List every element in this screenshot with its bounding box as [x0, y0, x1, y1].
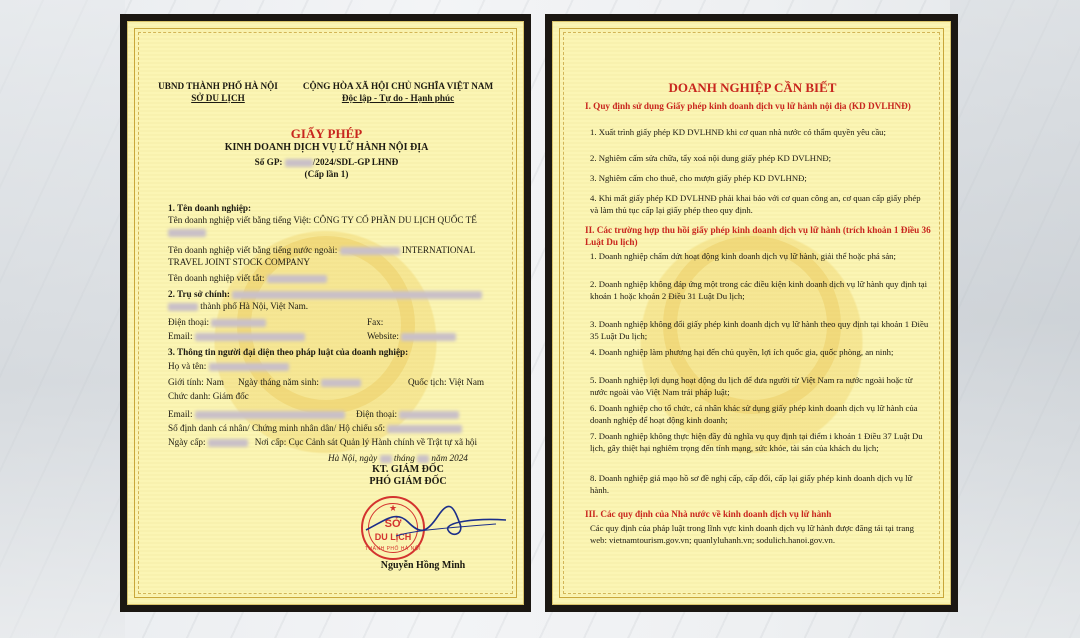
fax-row: Fax: — [367, 317, 384, 327]
redacted-number — [285, 159, 313, 167]
rep-phone-row: Điện thoại: — [356, 408, 459, 420]
redacted-address — [232, 291, 482, 299]
notice-paper — [552, 21, 951, 605]
background-left — [0, 0, 125, 638]
sec2-item-3: 3. Doanh nghiệp không đổi giấy phép kinh doanh dịch vụ lữ hành theo quy định tại khoản 1 Điều 35 Luật Du lịch; — [590, 319, 929, 342]
license-paper — [127, 21, 524, 605]
nation-title: CỘNG HÒA XÃ HỘI CHỦ NGHĨA VIỆT NAM — [302, 81, 494, 91]
org-dept: SỞ DU LỊCH — [191, 93, 245, 103]
sec2-item-1: 1. Doanh nghiệp chấm dứt hoạt động kinh doanh dịch vụ lữ hành, giải thể hoặc phá sản; — [590, 251, 896, 261]
address-row: thành phố Hà Nội, Việt Nam. — [168, 300, 308, 312]
license-front-page — [120, 14, 531, 612]
rep-email-row: Email: — [168, 408, 345, 420]
signature-icon — [356, 500, 516, 550]
position-row: Chức danh: Giám đốc — [168, 391, 249, 401]
section-3-heading: 3. Thông tin người đại diện theo pháp luật của doanh nghiệp: — [168, 347, 409, 357]
redacted-company-name — [168, 229, 206, 237]
fullname-row: Họ và tên: — [168, 360, 289, 372]
sign-title-1: KT. GIÁM ĐỐC — [372, 464, 444, 475]
org-name: UBND THÀNH PHỐ HÀ NỘI — [158, 81, 278, 91]
official-red-stamp: ★ SỞ DU LỊCH THÀNH PHỐ HÀ NỘI — [361, 496, 425, 560]
star-icon: ★ — [388, 503, 398, 513]
sec1-item-4: 4. Khi mất giấy phép KD DVLHNĐ phải khai báo với cơ quan công an, cơ quan cấp giấy phép và làm thủ tục cấp lại giấy phép theo quy định. — [590, 193, 921, 216]
sec2-item-6: 6. Doanh nghiệp cho tổ chức, cá nhân khác sử dụng giấy phép kinh doanh dịch vụ lữ hành của doanh nghiệp để hoạt động kinh doanh; — [590, 403, 918, 426]
sign-title-2: PHÓ GIÁM ĐỐC — [369, 476, 447, 487]
sec2-item-5: 5. Doanh nghiệp lợi dụng hoạt động du lịch để đưa người từ Việt Nam ra nước ngoài hoặc từ nước ngoài vào Việt Nam trái pháp luật; — [590, 375, 913, 398]
sec3-text: Các quy định của pháp luật trong lĩnh vực kinh doanh dịch vụ lữ hành được đăng tải tại trang web: vietnamtourism.gov.vn; quanlyluhanh.vn; sodulich.hanoi.gov.vn. — [590, 523, 914, 546]
nation-motto: Độc lập - Tự do - Hạnh phúc — [341, 93, 455, 103]
sign-date: Hà Nội, ngày tháng năm 2024 — [328, 453, 468, 463]
sec2-item-8: 8. Doanh nghiệp giả mạo hồ sơ đề nghị cấp, cấp đổi, cấp lại giấy phép kinh doanh dịch vụ lữ hành. — [590, 473, 913, 496]
license-subtitle: KINH DOANH DỊCH VỤ LỮ HÀNH NỘI ĐỊA — [224, 142, 429, 153]
foreign-name-row: Tên doanh nghiệp viết bằng tiếng nước ngoài: INTERNATIONAL — [168, 245, 476, 255]
sec1-item-3: 3. Nghiêm cấm cho thuê, cho mượn giấy phép KD DVLHNĐ; — [590, 173, 807, 183]
dob-row: Ngày tháng năm sinh: — [238, 376, 361, 388]
section-2-heading: II. Các trường hợp thu hồi giấy phép kinh doanh dịch vụ lữ hành (trích khoản 1 Điều 36 Luật Du lịch) — [585, 225, 931, 248]
phone-row: Điện thoại: — [168, 316, 266, 328]
sec1-item-1: 1. Xuất trình giấy phép KD DVLHNĐ khi cơ quan nhà nước có thẩm quyền yêu cầu; — [590, 127, 886, 137]
issue-date-row: Ngày cấp: Nơi cấp: Cục Cảnh sát Quản lý Hành chính về Trật tự xã hội — [168, 437, 478, 447]
gender-row: Giới tính: Nam — [168, 377, 224, 387]
license-back-page — [545, 14, 958, 612]
email-row: Email: — [168, 330, 305, 342]
sec2-item-7: 7. Doanh nghiệp không thực hiện đầy đủ nghĩa vụ quy định tại điểm i khoản 1 Điều 37 Luật Du lịch, gây thiệt hại nghiêm trọng đến tính mạng, sức khỏe, tài sản của khách du lịch; — [590, 431, 923, 454]
sec2-item-4: 4. Doanh nghiệp làm phương hại đến chủ quyền, lợi ích quốc gia, quốc phòng, an ninh; — [590, 347, 894, 357]
short-name-row: Tên doanh nghiệp viết tắt: — [168, 272, 327, 284]
section-1-heading: I. Quy định sử dụng Giấy phép kinh doanh dịch vụ lữ hành nội địa (KD DVLHNĐ) — [585, 101, 911, 111]
license-title: GIẤY PHÉP — [290, 126, 363, 141]
section-3-heading: III. Các quy định của Nhà nước về kinh doanh dịch vụ lữ hành — [585, 509, 832, 519]
section-1-heading: 1. Tên doanh nghiệp: — [168, 203, 252, 213]
foreign-name-row-2: TRAVEL JOINT STOCK COMPANY — [168, 257, 311, 267]
notice-title: DOANH NGHIỆP CẦN BIẾT — [668, 80, 837, 95]
license-number: Số GP: /2024/SDL-GP LHNĐ — [254, 157, 399, 167]
id-row: Số định danh cá nhân/ Chứng minh nhân dân/ Hộ chiếu số: — [168, 422, 462, 434]
sec2-item-2: 2. Doanh nghiệp không đáp ứng một trong các điều kiện kinh doanh dịch vụ lữ hành quy định tại khoản 1 hoặc khoản 2 Điều 31 Luật Du lịch; — [590, 279, 928, 302]
vn-name-row: Tên doanh nghiệp viết bằng tiếng Việt: CÔNG TY CỔ PHẦN DU LỊCH QUỐC TẾ — [168, 215, 477, 225]
website-row: Website: — [367, 330, 456, 342]
sec1-item-2: 2. Nghiêm cấm sửa chữa, tẩy xoá nội dung giấy phép KD DVLHNĐ; — [590, 153, 832, 163]
issue-count: (Cấp lần 1) — [304, 169, 349, 179]
signer-name: Nguyễn Hồng Minh — [380, 560, 466, 571]
nationality-row: Quốc tịch: Việt Nam — [408, 377, 485, 387]
background-right — [950, 0, 1080, 638]
section-2-heading: 2. Trụ sở chính: — [168, 288, 482, 300]
